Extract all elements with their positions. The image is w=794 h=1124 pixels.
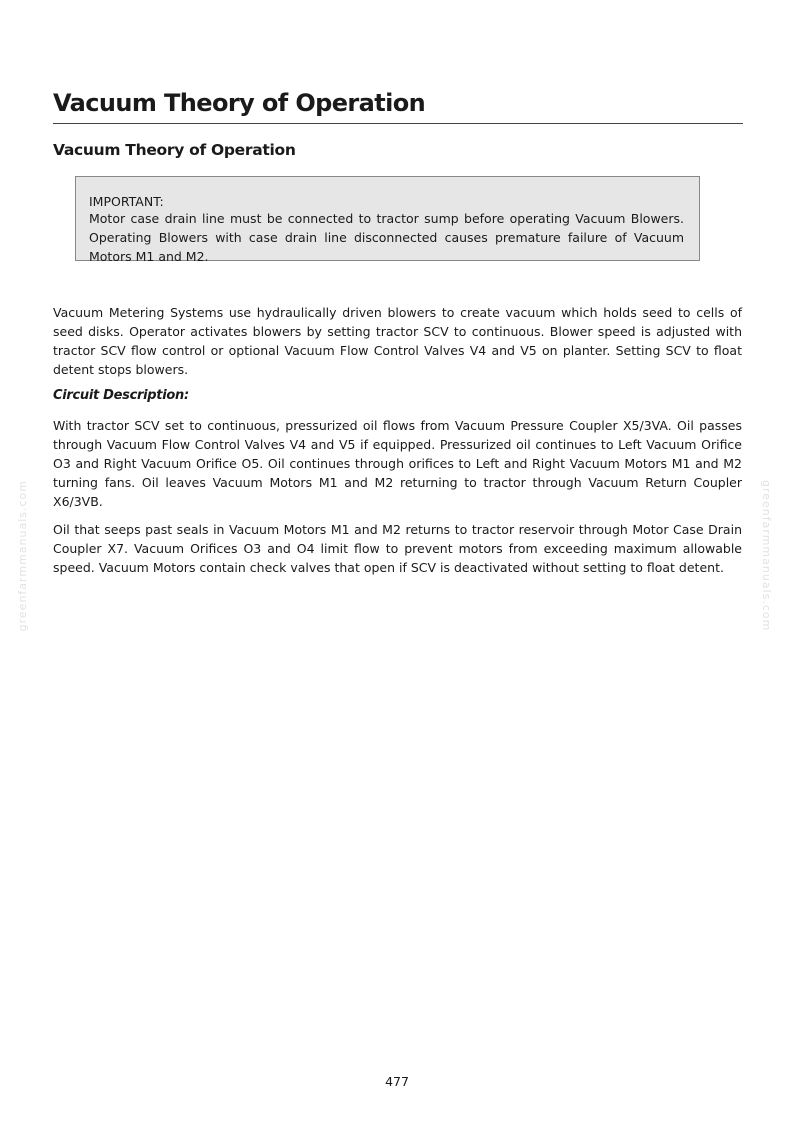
circuit-paragraph-2: Oil that seeps past seals in Vacuum Motors M1 and M2 returns to tractor reservoir through Motor Case Drain Coupler X7. Vacuum Orifices O3 and O4 limit flow to prevent motors from exceeding maximum allowable speed. Vacuum Motors contain check valves that open if SCV is deactivated without setting to float detent. (53, 522, 742, 575)
watermark-left: greenfarmmanuals.com (16, 480, 29, 632)
intro-paragraph: Vacuum Metering Systems use hydraulically driven blowers to create vacuum which holds seed to cells of seed disks. Operator activates blowers by setting tractor SCV to continuous. Blower speed is adjusted with tractor SCV flow control or optional Vacuum Flow Control Valves V4 and V5 on planter. Setting SCV to float detent stops blowers. (53, 305, 742, 377)
page-title: Vacuum Theory of Operation (53, 86, 743, 124)
page-number: 477 (385, 1074, 409, 1089)
important-notice-box (75, 176, 700, 264)
circuit-description-heading: Circuit Description: (53, 388, 189, 403)
watermark-right: greenfarmmanuals.com (760, 480, 773, 632)
important-label: IMPORTANT: (89, 194, 164, 209)
important-text: Motor case drain line must be connected to tractor sump before operating Vacuum Blowers. Operating Blowers with case drain line disconnected causes premature failure of Vacuum Motors M1 and M2. (89, 211, 684, 264)
circuit-paragraph-1: With tractor SCV set to continuous, pressurized oil flows from Vacuum Pressure Coupler X5/3VA. Oil passes through Vacuum Flow Control Valves V4 and V5 if equipped. Pressurized oil continues to Left Vacuum Orifice O3 and Right Vacuum Orifice O5. Oil continues through orifices to Left and Right Vacuum Motors M1 and M2 turning fans. Oil leaves Vacuum Motors M1 and M2 returning to tractor through Vacuum Return Coupler X6/3VB. (53, 418, 742, 509)
section-heading: Vacuum Theory of Operation (53, 141, 296, 159)
